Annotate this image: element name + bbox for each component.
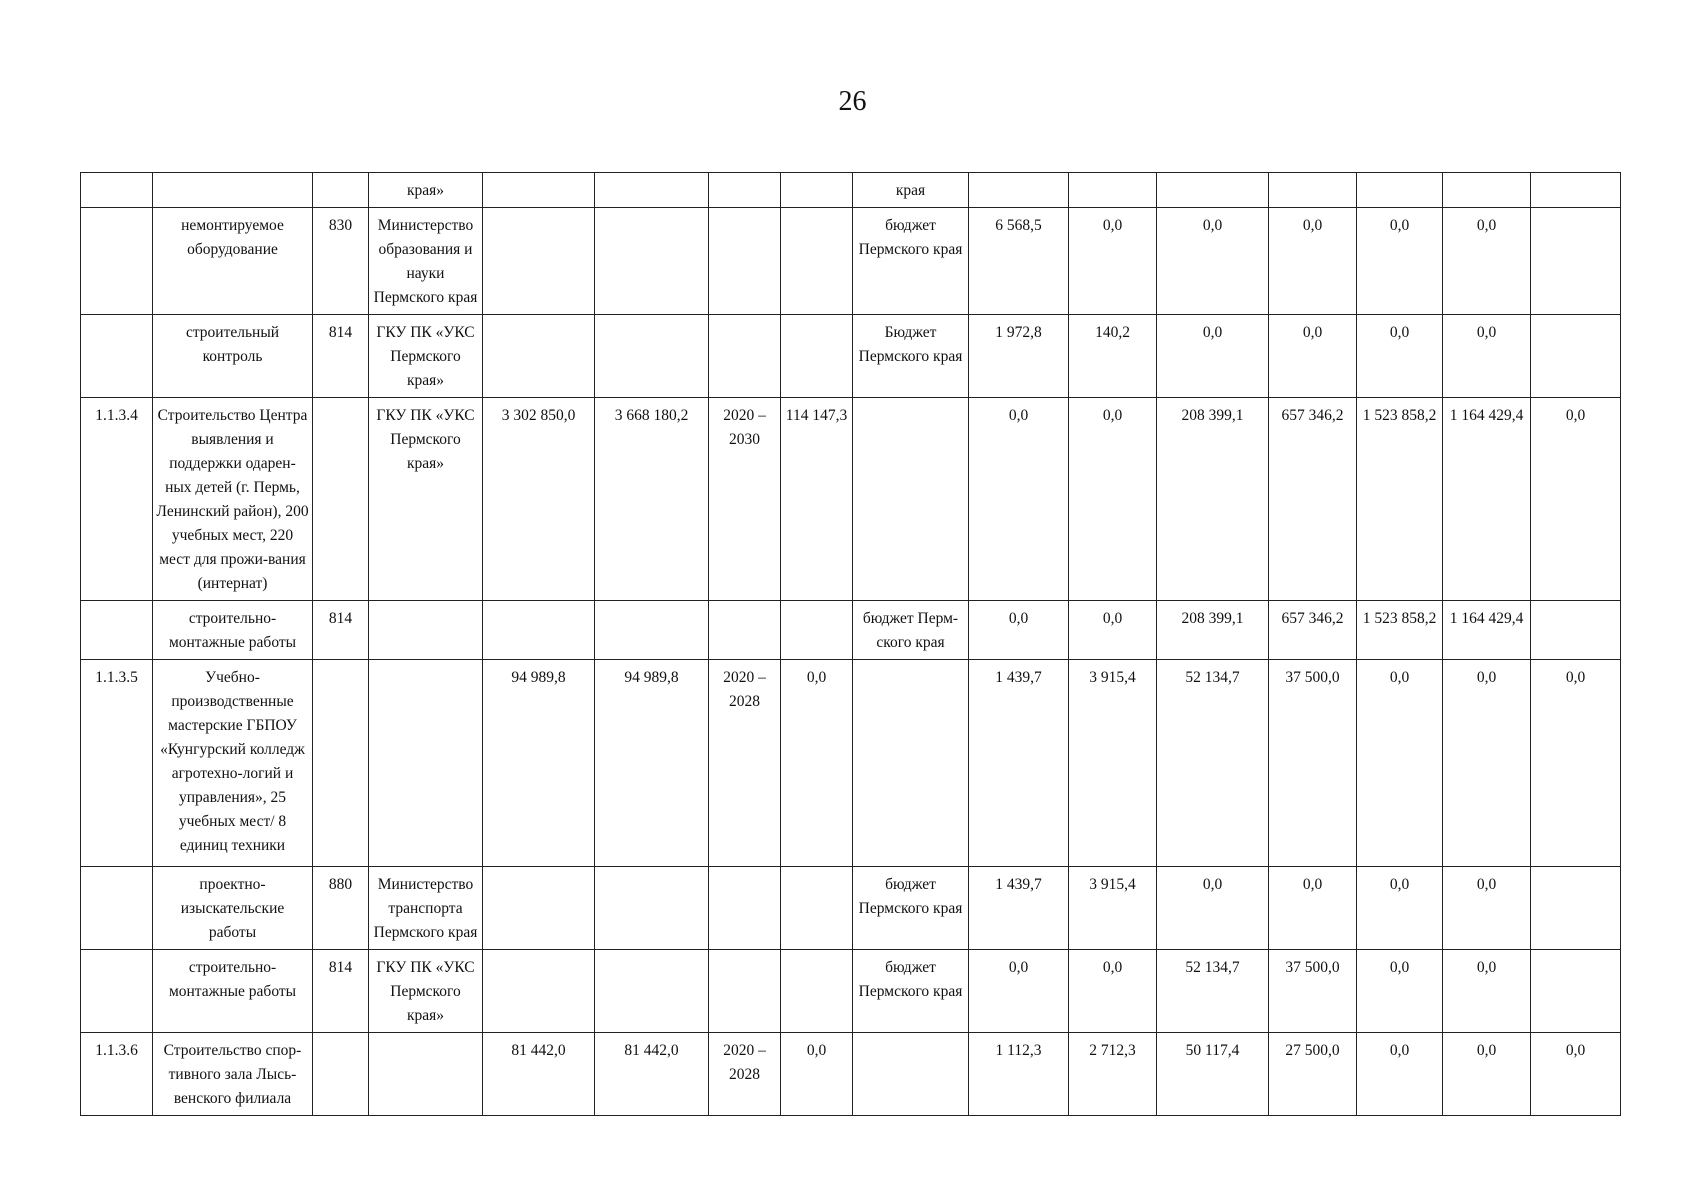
table-cell xyxy=(313,173,369,208)
table-cell xyxy=(81,208,153,315)
table-cell xyxy=(853,398,969,601)
table-cell: бюджет Пермского края xyxy=(853,867,969,950)
table-cell xyxy=(709,315,781,398)
table-cell: 0,0 xyxy=(1531,398,1621,601)
table-cell xyxy=(595,867,709,950)
table-cell xyxy=(1443,173,1531,208)
table-cell: 0,0 xyxy=(1357,950,1443,1033)
table-cell xyxy=(81,315,153,398)
table-cell: 0,0 xyxy=(1443,950,1531,1033)
table-cell: 0,0 xyxy=(1157,867,1269,950)
table-cell xyxy=(313,1033,369,1116)
table-cell xyxy=(1531,601,1621,660)
table-cell: 2020 – 2030 xyxy=(709,398,781,601)
table-cell: 1 439,7 xyxy=(969,867,1069,950)
table-cell xyxy=(1531,315,1621,398)
table-cell xyxy=(853,660,969,867)
table-cell: 208 399,1 xyxy=(1157,398,1269,601)
table-cell xyxy=(81,950,153,1033)
table-cell: 0,0 xyxy=(1157,208,1269,315)
table-cell xyxy=(81,867,153,950)
table-cell: 37 500,0 xyxy=(1269,950,1357,1033)
table-cell: 0,0 xyxy=(1531,660,1621,867)
table-cell: 1.1.3.5 xyxy=(81,660,153,867)
table-cell: 3 915,4 xyxy=(1069,660,1157,867)
table-row xyxy=(81,867,1621,950)
table-cell: 880 xyxy=(313,867,369,950)
table-cell: 0,0 xyxy=(1443,208,1531,315)
table-cell xyxy=(153,173,313,208)
table-cell: Учебно-производственные мастерские ГБПОУ «Кунгурский колледж агротехно-логий и управления», 25 учебных мест/ 8 единиц техники xyxy=(153,660,313,867)
table-cell xyxy=(781,867,853,950)
table-cell: 830 xyxy=(313,208,369,315)
table-cell: Бюджет Пермского края xyxy=(853,315,969,398)
table-cell: бюджет Пермского края xyxy=(853,208,969,315)
table-cell xyxy=(595,173,709,208)
table-cell: 1 523 858,2 xyxy=(1357,398,1443,601)
table-cell xyxy=(483,950,595,1033)
table-cell: 81 442,0 xyxy=(483,1033,595,1116)
table-cell: края» xyxy=(369,173,483,208)
table-cell: края xyxy=(853,173,969,208)
table-cell xyxy=(1357,173,1443,208)
table-cell xyxy=(595,950,709,1033)
table-cell xyxy=(709,173,781,208)
table-cell xyxy=(781,601,853,660)
table-cell: 0,0 xyxy=(1531,1033,1621,1116)
table-cell xyxy=(369,601,483,660)
table-cell: 1 972,8 xyxy=(969,315,1069,398)
table-cell: 0,0 xyxy=(1357,660,1443,867)
table-cell: Министерство транспорта Пермского края xyxy=(369,867,483,950)
table-cell: 0,0 xyxy=(781,660,853,867)
table-cell: 0,0 xyxy=(1069,208,1157,315)
table-cell: строительный контроль xyxy=(153,315,313,398)
table-cell xyxy=(483,208,595,315)
table-cell: 2 712,3 xyxy=(1069,1033,1157,1116)
table-cell xyxy=(1269,173,1357,208)
table-cell: 0,0 xyxy=(1157,315,1269,398)
table-cell: 0,0 xyxy=(969,950,1069,1033)
table-cell: ГКУ ПК «УКС Пермского края» xyxy=(369,315,483,398)
table-cell: 1 439,7 xyxy=(969,660,1069,867)
table-cell xyxy=(969,173,1069,208)
table-cell xyxy=(1157,173,1269,208)
table-cell xyxy=(313,398,369,601)
table-cell: 1.1.3.6 xyxy=(81,1033,153,1116)
table-cell: строительно-монтажные работы xyxy=(153,950,313,1033)
table-cell: 0,0 xyxy=(1443,867,1531,950)
table-cell: 0,0 xyxy=(781,1033,853,1116)
table-cell: 0,0 xyxy=(1269,315,1357,398)
table-cell xyxy=(709,601,781,660)
table-cell: 0,0 xyxy=(1357,315,1443,398)
table-cell: 0,0 xyxy=(969,398,1069,601)
table-cell: 814 xyxy=(313,950,369,1033)
table-cell xyxy=(1531,867,1621,950)
table-cell: 94 989,8 xyxy=(483,660,595,867)
table-cell: 0,0 xyxy=(1069,601,1157,660)
table-cell: 0,0 xyxy=(1357,867,1443,950)
table-cell xyxy=(709,867,781,950)
table-cell xyxy=(781,208,853,315)
table-cell: 657 346,2 xyxy=(1269,398,1357,601)
table-row xyxy=(81,208,1621,315)
budget-table xyxy=(80,172,1621,1116)
table-cell: 0,0 xyxy=(1443,660,1531,867)
table-cell xyxy=(81,601,153,660)
table-cell xyxy=(483,601,595,660)
table-cell: 114 147,3 xyxy=(781,398,853,601)
table-cell xyxy=(709,208,781,315)
table-cell: строительно-монтажные работы xyxy=(153,601,313,660)
table-cell: немонтируемое оборудование xyxy=(153,208,313,315)
page-number: 26 xyxy=(838,86,867,117)
table-cell: 1 112,3 xyxy=(969,1033,1069,1116)
table-cell: 2020 – 2028 xyxy=(709,1033,781,1116)
table-cell: 2020 – 2028 xyxy=(709,660,781,867)
table-cell xyxy=(81,173,153,208)
table-cell: проектно-изыскательские работы xyxy=(153,867,313,950)
table-cell: бюджет Перм-ского края xyxy=(853,601,969,660)
table-cell: 3 302 850,0 xyxy=(483,398,595,601)
table-row xyxy=(81,398,1621,601)
table-cell xyxy=(853,1033,969,1116)
table-cell: 0,0 xyxy=(1069,950,1157,1033)
table-row xyxy=(81,601,1621,660)
table-cell xyxy=(1531,950,1621,1033)
table-cell xyxy=(781,173,853,208)
table-cell: 1.1.3.4 xyxy=(81,398,153,601)
table-cell: ГКУ ПК «УКС Пермского края» xyxy=(369,950,483,1033)
table-cell: 1 164 429,4 xyxy=(1443,601,1531,660)
table-cell: ГКУ ПК «УКС Пермского края» xyxy=(369,398,483,601)
table-cell xyxy=(313,660,369,867)
table-cell xyxy=(1531,208,1621,315)
table-cell: 81 442,0 xyxy=(595,1033,709,1116)
table-cell: 52 134,7 xyxy=(1157,950,1269,1033)
table-cell xyxy=(781,315,853,398)
table-cell: 0,0 xyxy=(1357,208,1443,315)
table-cell: Министерство образования и науки Пермского края xyxy=(369,208,483,315)
table-cell: 94 989,8 xyxy=(595,660,709,867)
table-cell xyxy=(1069,173,1157,208)
table-cell: 3 668 180,2 xyxy=(595,398,709,601)
table-cell: 0,0 xyxy=(1269,867,1357,950)
table-cell: 657 346,2 xyxy=(1269,601,1357,660)
table-cell: 0,0 xyxy=(1069,398,1157,601)
table-cell: 0,0 xyxy=(1269,208,1357,315)
table-row xyxy=(81,315,1621,398)
table-cell xyxy=(483,315,595,398)
table-row xyxy=(81,950,1621,1033)
table-cell xyxy=(595,208,709,315)
table-cell xyxy=(483,173,595,208)
table-cell: 814 xyxy=(313,315,369,398)
table-cell xyxy=(369,1033,483,1116)
table-row xyxy=(81,1033,1621,1116)
table-cell: 6 568,5 xyxy=(969,208,1069,315)
table-cell xyxy=(595,601,709,660)
table-cell: 814 xyxy=(313,601,369,660)
table-cell: 3 915,4 xyxy=(1069,867,1157,950)
table-cell: 1 164 429,4 xyxy=(1443,398,1531,601)
table-cell: 52 134,7 xyxy=(1157,660,1269,867)
table-cell xyxy=(781,950,853,1033)
table-cell: 0,0 xyxy=(1443,1033,1531,1116)
table-cell: 0,0 xyxy=(1443,315,1531,398)
table-cell: 208 399,1 xyxy=(1157,601,1269,660)
table-cell: Строительство Центра выявления и поддержки одарен-ных детей (г. Пермь, Ленинский район), 200 учебных мест, 220 мест для прожи-вания (интернат) xyxy=(153,398,313,601)
table-cell: 0,0 xyxy=(969,601,1069,660)
table-cell: Строительство спор-тивного зала Лысь-венского филиала xyxy=(153,1033,313,1116)
table-cell xyxy=(709,950,781,1033)
table-cell xyxy=(1531,173,1621,208)
table-cell: 37 500,0 xyxy=(1269,660,1357,867)
table-cell: 50 117,4 xyxy=(1157,1033,1269,1116)
table-cell: 140,2 xyxy=(1069,315,1157,398)
table-row xyxy=(81,660,1621,867)
table-cell xyxy=(369,660,483,867)
table-cell xyxy=(483,867,595,950)
table-row xyxy=(81,173,1621,208)
table-cell: 0,0 xyxy=(1357,1033,1443,1116)
table-cell xyxy=(595,315,709,398)
table-cell: бюджет Пермского края xyxy=(853,950,969,1033)
table-cell: 27 500,0 xyxy=(1269,1033,1357,1116)
table-cell: 1 523 858,2 xyxy=(1357,601,1443,660)
